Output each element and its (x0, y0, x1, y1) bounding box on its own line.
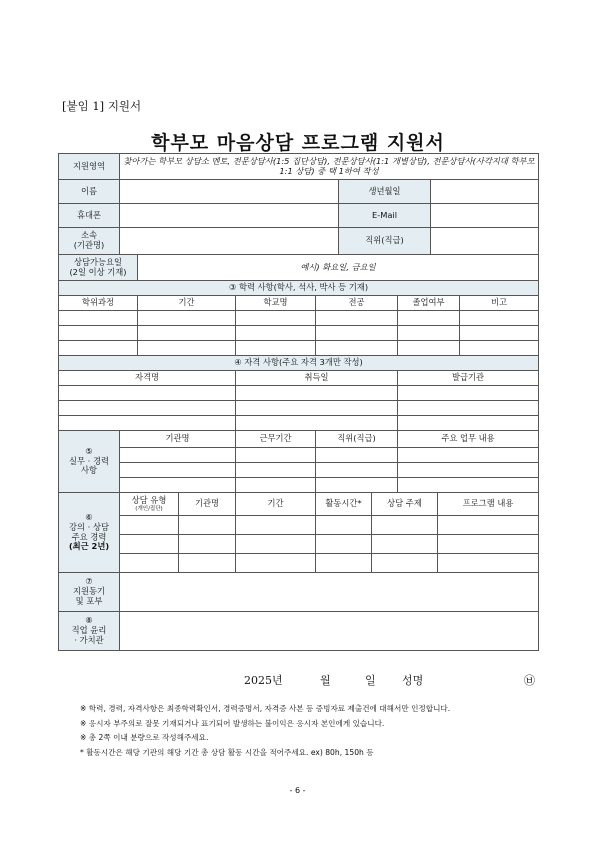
phone-label: 휴대폰 (59, 204, 120, 228)
org-field[interactable] (120, 228, 339, 255)
application-form (58, 153, 539, 651)
lecture-label-line1: 강의 · 상담 (69, 521, 109, 532)
page-title: 학부모 마음상담 프로그램 지원서 (151, 132, 445, 154)
note-item: ※ 총 2쪽 이내 분량으로 작성해주세요. (80, 733, 209, 742)
education-section (59, 281, 539, 296)
certificates-section-title: ④ 자격 사항(주요 자격 3개만 작성) (59, 356, 539, 371)
work-header-period: 근무기간 (236, 431, 316, 448)
position-field[interactable] (431, 228, 539, 255)
certificate-row (59, 386, 539, 401)
motivation-label-line1: 지원동기 (72, 586, 106, 597)
notes (80, 702, 450, 760)
education-row (59, 341, 539, 356)
row-days (59, 255, 539, 281)
education-header-period: 기간 (138, 296, 236, 311)
position-label: 직위(직급) (339, 228, 431, 255)
work-label (59, 431, 120, 493)
education-header-degree: 학위과정 (59, 296, 138, 311)
days-label (59, 255, 138, 281)
lecture-header-hours: 활동시간* (316, 493, 372, 516)
days-label-line1: 상담가능요일 (73, 256, 123, 267)
birth-label: 생년월일 (339, 180, 431, 204)
motivation-row (59, 573, 539, 612)
days-field[interactable]: 예시) 화요일, 금요일 (138, 255, 539, 281)
education-header-remarks: 비고 (460, 296, 539, 311)
row-area (59, 154, 539, 180)
work-header-duties: 주요 업무 내용 (398, 431, 539, 448)
education-row (59, 326, 539, 341)
certificates-section (59, 356, 539, 371)
cert-header-name: 자격명 (59, 371, 236, 386)
org-label (59, 228, 120, 255)
work-header-row (59, 431, 539, 448)
attachment-label: [붙임 1] 지원서 (62, 99, 142, 113)
ethics-num: ⑧ (85, 615, 93, 626)
ethics-row (59, 612, 539, 651)
work-row (59, 478, 539, 493)
row-org (59, 228, 539, 255)
page-number: - 6 - (289, 786, 306, 795)
education-header-row (59, 296, 539, 311)
org-label-line2: (기관명) (73, 240, 105, 250)
ethics-label-line2: · 가치관 (74, 634, 104, 645)
name-label: 이름 (59, 180, 120, 204)
work-row (59, 448, 539, 463)
note-item: ※ 응시자 부주의로 잘못 기재되거나 표기되어 발생하는 불이익은 응시자 본인에게 있습니다. (80, 718, 385, 728)
motivation-label-line2: 및 포부 (75, 595, 103, 606)
signature-month: 월 (320, 674, 331, 687)
work-label-num: ⑤ (85, 445, 93, 456)
education-header-school: 학교명 (236, 296, 316, 311)
education-header-graduation: 졸업여부 (398, 296, 460, 311)
birth-field[interactable] (431, 180, 539, 204)
certificate-row (59, 401, 539, 416)
work-label-line1: 실무 · 경력 (69, 455, 109, 466)
lecture-label-line3: (최근 2년) (68, 541, 110, 552)
note-item: ※ 학력, 경력, 자격사항은 최종학력확인서, 경력증명서, 자격증 사본 등 증빙자료 제출건에 대해서만 인정합니다. (80, 704, 451, 713)
certificate-row (59, 416, 539, 431)
area-label: 지원영역 (59, 154, 120, 180)
lecture-header-period: 기간 (236, 493, 316, 516)
ethics-label-line1: 직업 윤리 (71, 625, 107, 636)
lecture-header-program: 프로그램 내용 (438, 493, 539, 516)
lecture-label-num: ⑥ (85, 511, 93, 522)
lecture-row (59, 516, 539, 535)
certificates-header-row (59, 371, 539, 386)
ethics-field[interactable] (120, 612, 539, 651)
lecture-row (59, 554, 539, 573)
cert-header-date: 취득일 (236, 371, 398, 386)
lecture-header-org: 기관명 (179, 493, 236, 516)
signature-year: 2025년 (244, 674, 283, 687)
lecture-type-label: 상담 유형 (131, 494, 167, 505)
signature-name-label: 성명 (402, 674, 424, 687)
work-row (59, 463, 539, 478)
row-phone (59, 204, 539, 228)
signature-day: 일 (365, 674, 376, 687)
motivation-num: ⑦ (85, 576, 93, 587)
row-name (59, 180, 539, 204)
lecture-type-sub: (개인/집단) (135, 505, 163, 512)
days-label-line2: (2일 이상 기재) (69, 266, 127, 277)
lecture-header-row (59, 493, 539, 516)
lecture-label-line2: 주요 경력 (71, 531, 107, 542)
signature-line (58, 672, 538, 688)
area-note[interactable]: 찾아가는 학부모 상담소 멘토, 전문상담사(1:5 집단상담), 전문상담사(1:1 개별상담), 전문상담사(사각지대 학부모 1:1 상담) 중 택 1하여 작성 (120, 154, 539, 180)
work-header-position: 직위(직급) (316, 431, 398, 448)
motivation-label (59, 573, 120, 612)
org-label-line1: 소속 (80, 230, 98, 241)
seal-mark[interactable]: ㉥ (524, 674, 535, 687)
work-header-org: 기관명 (120, 431, 236, 448)
lecture-header-type (120, 493, 179, 516)
lecture-label (59, 493, 120, 573)
lecture-row (59, 535, 539, 554)
motivation-field[interactable] (120, 573, 539, 612)
ethics-label (59, 612, 120, 651)
name-field[interactable] (120, 180, 339, 204)
phone-field[interactable] (120, 204, 339, 228)
note-item: * 활동시간은 해당 기관의 해당 기간 총 상담 활동 시간을 적어주세요. ex) 80h, 150h 등 (80, 747, 374, 757)
lecture-header-topic: 상담 주제 (372, 493, 438, 516)
work-label-line2: 사항 (80, 465, 98, 476)
email-field[interactable] (431, 204, 539, 228)
email-label: E-Mail (339, 204, 431, 228)
education-row (59, 311, 539, 326)
education-section-title: ③ 학력 사항(학사, 석사, 박사 등 기재) (59, 281, 539, 296)
education-header-major: 전공 (316, 296, 398, 311)
cert-header-issuer: 발급기관 (398, 371, 539, 386)
